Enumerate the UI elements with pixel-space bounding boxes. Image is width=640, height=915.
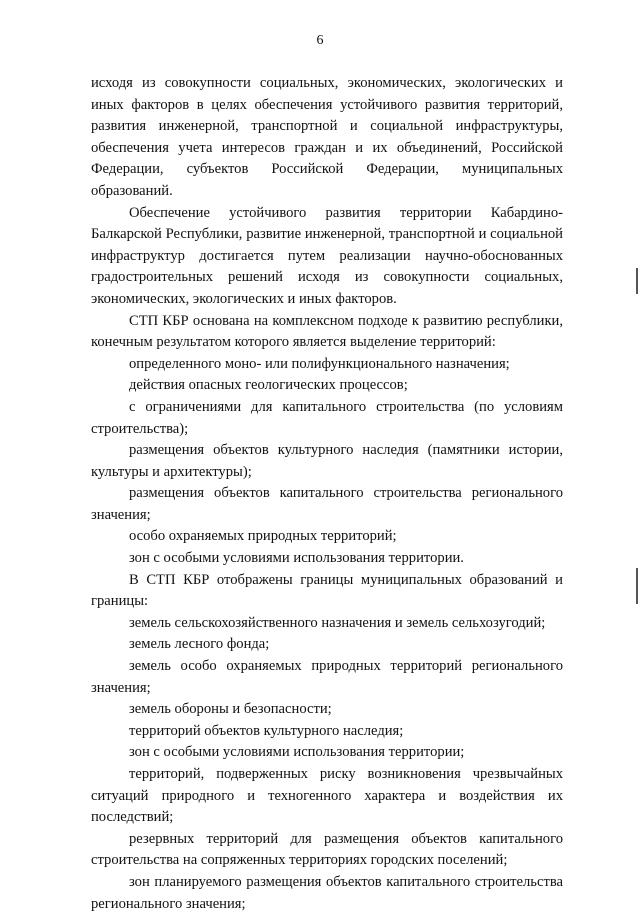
list-item-boundary: земель сельскохозяйственного назначения и земель сельхозугодий; bbox=[129, 614, 546, 631]
list-item-territory: зон с особыми условиями использования территории. bbox=[129, 550, 464, 567]
list-item-territory: размещения объектов культурного наследия (памятники истории, культуры и архитектуры); bbox=[91, 442, 563, 480]
list-item-territory: с ограничениями для капитального строительства (по условиям строительства); bbox=[91, 398, 563, 437]
scan-edge-mark bbox=[636, 568, 638, 604]
list-item-boundary: зон с особыми условиями использования территории; bbox=[129, 744, 465, 761]
paragraph-sustainable-development: Обеспечение устойчивого развития территории Кабардино-Балкарской Республики, развитие инженерной, транспортной и социальной инфраструктур достигается путем реализации научно-обоснованных градостроительных решений исходя из совокупности социальных, экономических, экологических и иных факторов. bbox=[91, 204, 563, 307]
list-item-boundary: земель лесного фонда; bbox=[129, 636, 270, 653]
paragraph-stp-approach: СТП КБР основана на комплексном подходе к развитию республики, конечным результатом которого является выделение территорий: bbox=[91, 312, 563, 351]
document-body bbox=[91, 73, 563, 915]
list-item-boundary: земель особо охраняемых природных территорий регионального значения; bbox=[91, 658, 563, 696]
paragraph-boundaries: В СТП КБР отображены границы муниципальных образований и границы: bbox=[91, 571, 563, 610]
list-item-territory: особо охраняемых природных территорий; bbox=[129, 528, 397, 545]
page-number: 6 bbox=[316, 33, 324, 48]
list-item-boundary: территорий объектов культурного наследия; bbox=[129, 722, 404, 739]
scan-edge-mark bbox=[636, 268, 638, 294]
list-item-territory: определенного моно- или полифункционального назначения; bbox=[129, 355, 510, 372]
list-item-territory: размещения объектов капитального строительства регионального значения; bbox=[91, 485, 563, 523]
list-item-boundary: зон планируемого размещения объектов капитального строительства регионального значения; bbox=[91, 873, 563, 912]
list-item-territory: действия опасных геологических процессов; bbox=[129, 377, 408, 394]
list-item-boundary: резервных территорий для размещения объектов капитального строительства на сопряженных территориях городских поселений; bbox=[91, 830, 563, 869]
list-item-boundary: земель обороны и безопасности; bbox=[129, 701, 332, 718]
paragraph-continuation: исходя из совокупности социальных, экономических, экологических и иных факторов в целях обеспечения устойчивого развития территорий, развития инженерной, транспортной и социальной инфраструктуры, обеспечения учета интересов граждан и их объединений, Российской Федерации, субъектов Российской Федерации, муниципальных образований. bbox=[91, 75, 563, 199]
list-item-boundary: территорий, подверженных риску возникновения чрезвычайных ситуаций природного и техногенного характера и воздействия их последствий; bbox=[91, 766, 563, 826]
